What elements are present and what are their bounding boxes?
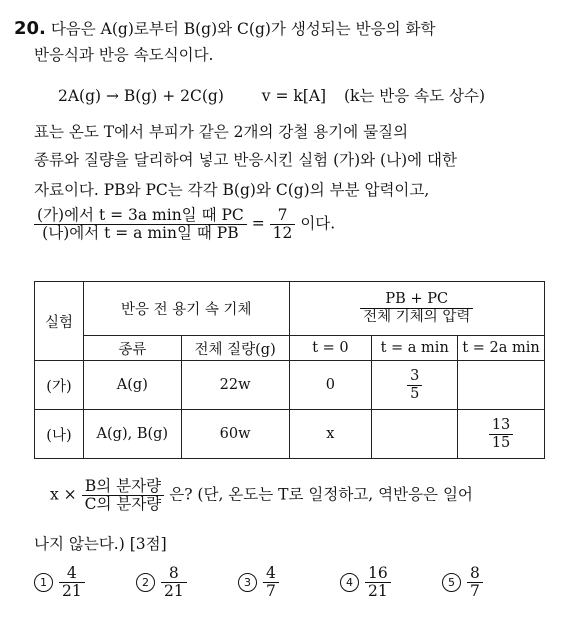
header-pressure-ratio bbox=[289, 282, 545, 336]
table-row bbox=[35, 410, 545, 459]
choice-num: 8 bbox=[161, 565, 187, 583]
choice-den: 21 bbox=[368, 582, 388, 600]
choice-mark: 2 bbox=[136, 573, 155, 592]
cell-ta bbox=[372, 410, 458, 459]
ratio-equals: = bbox=[251, 214, 265, 233]
choice-mark: 3 bbox=[238, 573, 257, 592]
cell-t2a bbox=[458, 361, 545, 410]
cell-t2a bbox=[458, 410, 545, 459]
cell-t2a-num: 13 bbox=[489, 417, 513, 435]
cell-ta-num: 3 bbox=[407, 368, 422, 386]
choice-2[interactable] bbox=[136, 565, 187, 600]
ask-text-1: 은? (단, 온도는 T로 일정하고, 역반응은 일어 bbox=[169, 485, 473, 504]
choice-num: 4 bbox=[263, 565, 279, 583]
choice-den: 7 bbox=[470, 582, 480, 600]
pressure-ratio-condition bbox=[34, 207, 335, 242]
header-kind: 종류 bbox=[83, 336, 181, 361]
question-number: 20. bbox=[14, 18, 46, 39]
choice-num: 8 bbox=[467, 565, 483, 583]
experiment-table bbox=[34, 281, 545, 459]
cell-ta-den: 5 bbox=[410, 385, 420, 402]
choice-den: 21 bbox=[62, 582, 82, 600]
ratio-value-den: 12 bbox=[272, 224, 293, 242]
choice-mark: 1 bbox=[34, 573, 53, 592]
molar-mass-den: C의 분자량 bbox=[84, 495, 162, 513]
cell-kind: A(g), B(g) bbox=[83, 410, 181, 459]
cell-exp: (나) bbox=[35, 410, 84, 459]
ratio-suffix: 이다. bbox=[300, 214, 336, 233]
choice-den: 21 bbox=[164, 582, 184, 600]
cell-t2a-den: 15 bbox=[491, 434, 511, 451]
header-ta: t = a min bbox=[372, 336, 458, 361]
molar-mass-num: B의 분자량 bbox=[82, 478, 165, 496]
cell-t0: x bbox=[289, 410, 372, 459]
table-row bbox=[35, 361, 545, 410]
choice-5[interactable] bbox=[442, 565, 483, 600]
ratio-value-num: 7 bbox=[270, 207, 296, 225]
ask-text-2: 나지 않는다.) [3점] bbox=[34, 535, 167, 553]
choice-mark: 5 bbox=[442, 573, 461, 592]
pressure-ratio-fraction bbox=[34, 207, 247, 242]
cell-t2a-fraction bbox=[489, 417, 513, 452]
choice-4[interactable] bbox=[340, 565, 391, 600]
choice-3[interactable] bbox=[238, 565, 279, 600]
ratio-value-fraction bbox=[270, 207, 296, 242]
question-intro-line-1 bbox=[14, 19, 435, 39]
header-ratio-fraction bbox=[360, 291, 473, 326]
paragraph-line-3: 자료이다. PB와 PC는 각각 B(g)와 C(g)의 부분 압력이고, bbox=[34, 181, 430, 199]
rate-constant-note: (k는 반응 속도 상수) bbox=[343, 87, 486, 105]
ask-prefix: x × bbox=[50, 485, 77, 504]
paragraph-line-1: 표는 온도 T에서 부피가 같은 2개의 강철 용기에 물질의 bbox=[34, 123, 409, 141]
header-experiment: 실험 bbox=[35, 282, 84, 361]
ask-line-1 bbox=[50, 478, 473, 513]
ratio-denominator: (나)에서 t = a min일 때 PB bbox=[42, 224, 239, 242]
cell-t0: 0 bbox=[289, 361, 372, 410]
header-ratio-num: PB + PC bbox=[360, 291, 473, 309]
cell-kind: A(g) bbox=[83, 361, 181, 410]
choice-num: 16 bbox=[365, 565, 391, 583]
intro-text-2: 반응식과 반응 속도식이다. bbox=[34, 46, 214, 64]
cell-mass: 22w bbox=[181, 361, 289, 410]
header-t0: t = 0 bbox=[289, 336, 372, 361]
cell-ta bbox=[372, 361, 458, 410]
header-gas-before: 반응 전 용기 속 기체 bbox=[83, 282, 289, 336]
molar-mass-ratio-fraction bbox=[82, 478, 165, 513]
header-mass: 전체 질량(g) bbox=[181, 336, 289, 361]
header-t2a: t = 2a min bbox=[458, 336, 545, 361]
rate-law: v = k[A] bbox=[261, 87, 327, 105]
cell-exp: (가) bbox=[35, 361, 84, 410]
reaction-equation-line bbox=[58, 86, 485, 106]
reaction-equation: 2A(g) → B(g) + 2C(g) bbox=[58, 87, 224, 105]
intro-text-1: 다음은 A(g)로부터 B(g)와 C(g)가 생성되는 반응의 화학 bbox=[50, 20, 436, 38]
choice-mark: 4 bbox=[340, 573, 359, 592]
paragraph-line-2: 종류와 질량을 달리하여 넣고 반응시킨 실험 (가)와 (나)에 대한 bbox=[34, 151, 457, 169]
choice-den: 7 bbox=[266, 582, 276, 600]
cell-mass: 60w bbox=[181, 410, 289, 459]
cell-ta-fraction bbox=[407, 368, 422, 403]
header-ratio-den: 전체 기체의 압력 bbox=[363, 309, 471, 325]
choice-num: 4 bbox=[59, 565, 85, 583]
ratio-numerator: (가)에서 t = 3a min일 때 PC bbox=[34, 207, 247, 225]
choice-1[interactable] bbox=[34, 565, 85, 600]
